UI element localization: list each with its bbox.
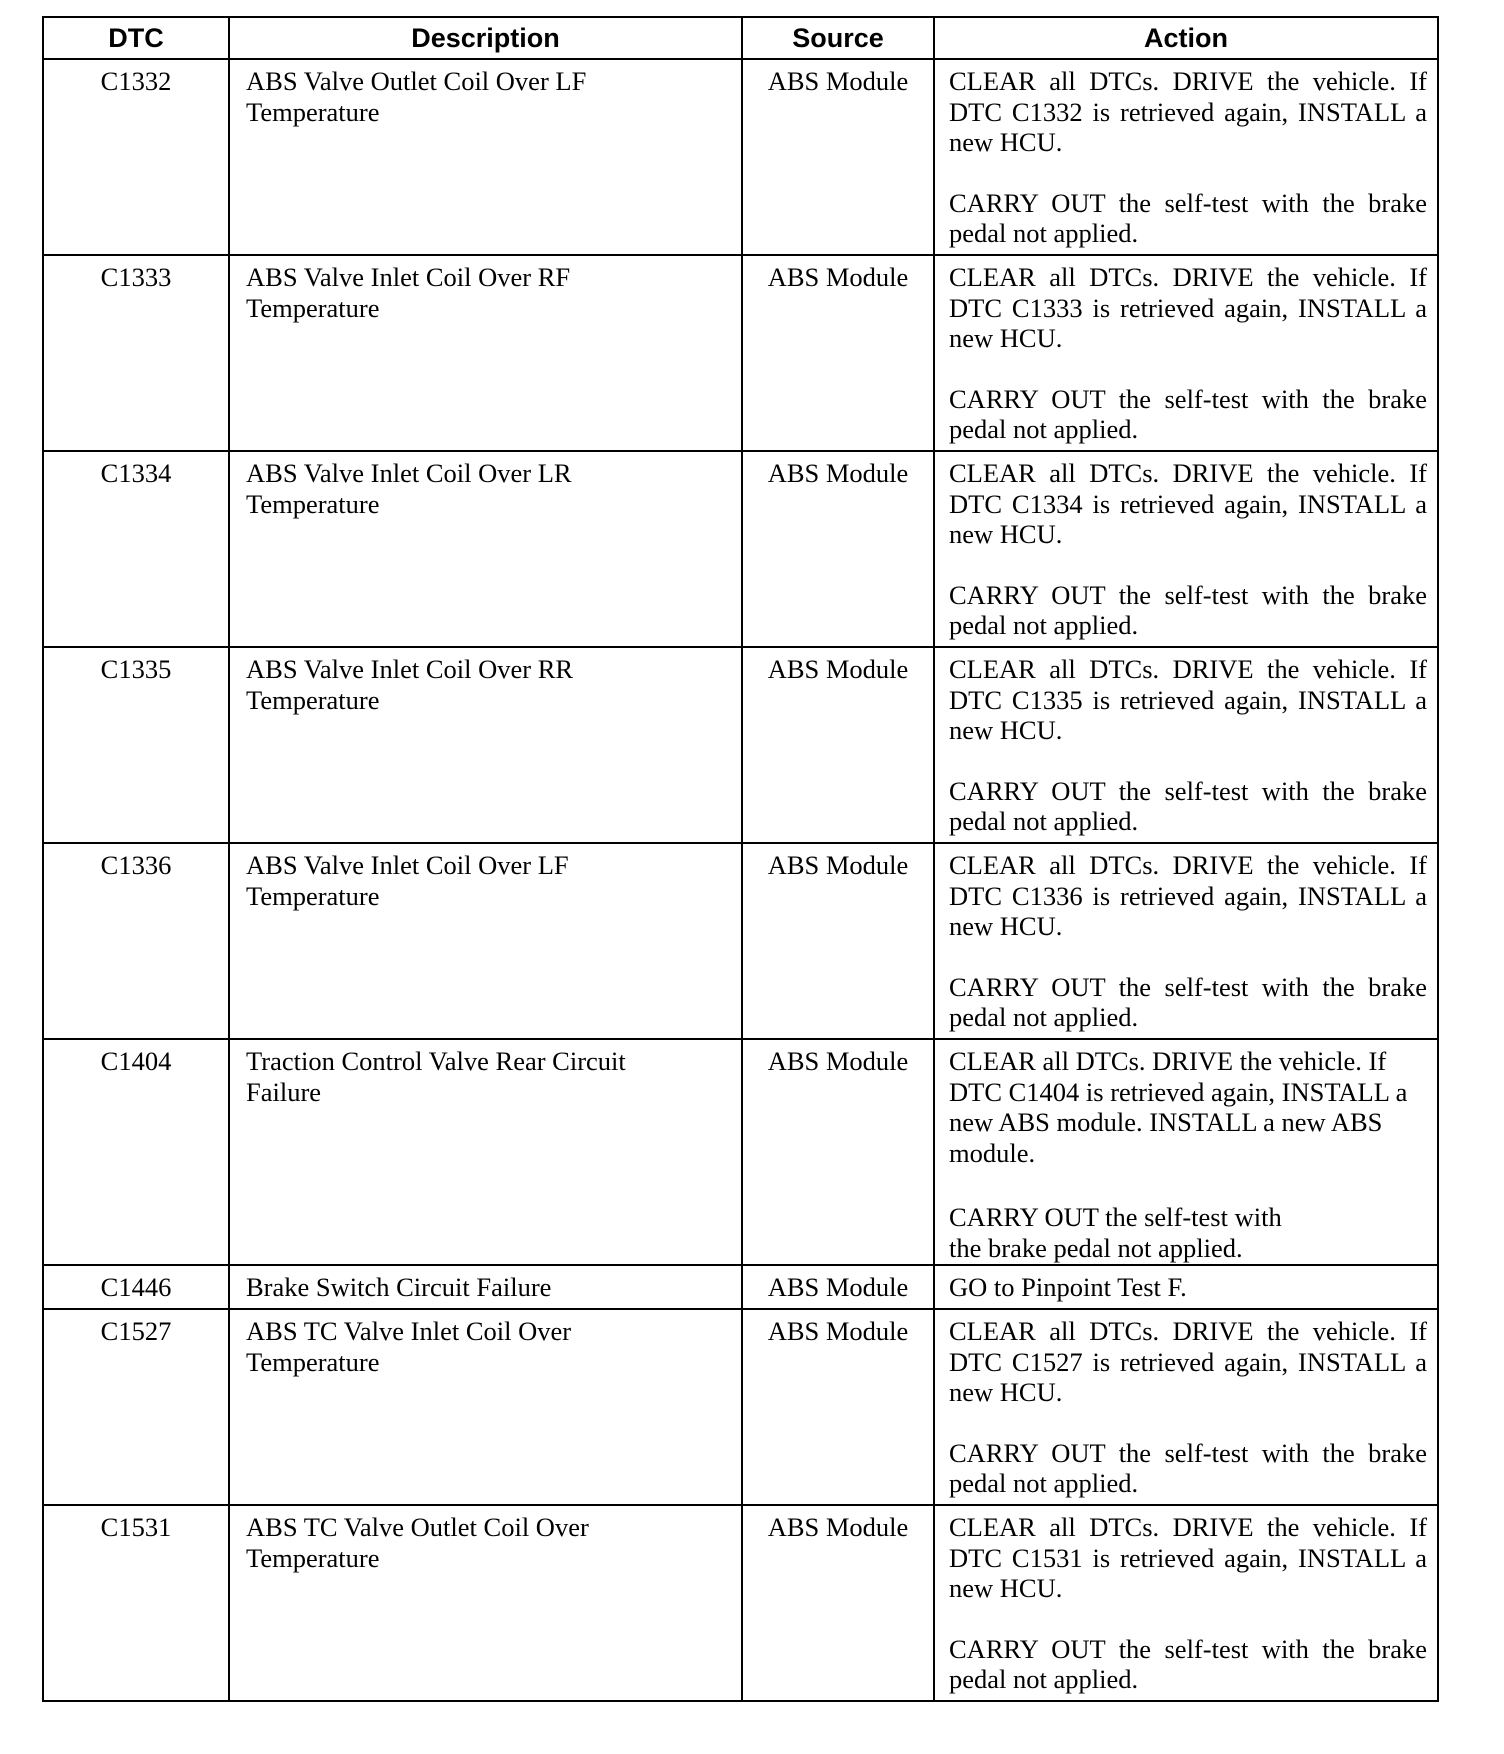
dtc-source: ABS Module <box>742 255 934 451</box>
table-row <box>43 1309 1438 1505</box>
dtc-code: C1527 <box>43 1309 229 1505</box>
dtc-code: C1335 <box>43 647 229 843</box>
header-row <box>43 17 1438 59</box>
action-step-2: CARRY OUT the self-test with the brake pedal not applied. <box>949 1202 1282 1263</box>
dtc-source: ABS Module <box>742 843 934 1039</box>
dtc-action <box>934 255 1438 451</box>
table-row <box>43 59 1438 255</box>
header-dtc: DTC <box>43 17 229 59</box>
table-row <box>43 843 1438 1039</box>
header-action: Action <box>934 17 1438 59</box>
dtc-source: ABS Module <box>742 1265 934 1309</box>
dtc-code: C1332 <box>43 59 229 255</box>
dtc-description: ABS Valve Inlet Coil Over RF Temperature <box>229 255 742 451</box>
dtc-action <box>934 1265 1438 1309</box>
table-row <box>43 1265 1438 1309</box>
action-step-1: CLEAR all DTCs. DRIVE the vehicle. If DTC C1332 is retrieved again, INSTALL a new HCU. <box>949 66 1427 157</box>
dtc-description: ABS Valve Outlet Coil Over LF Temperature <box>229 59 742 255</box>
table-row <box>43 255 1438 451</box>
dtc-action <box>934 843 1438 1039</box>
action-step-1: CLEAR all DTCs. DRIVE the vehicle. If DTC C1404 is retrieved again, INSTALL a new ABS module. INSTALL a new ABS module. <box>949 1046 1408 1168</box>
table-row <box>43 451 1438 647</box>
dtc-action <box>934 1309 1438 1505</box>
dtc-source: ABS Module <box>742 1309 934 1505</box>
action-step-1: CLEAR all DTCs. DRIVE the vehicle. If DTC C1531 is retrieved again, INSTALL a new HCU. <box>949 1512 1427 1603</box>
action-step-2: CARRY OUT the self-test with the brake pedal not applied. <box>949 579 1427 640</box>
action-step-2: CARRY OUT the self-test with the brake pedal not applied. <box>949 971 1427 1032</box>
table-row <box>43 1505 1438 1701</box>
action-step-1: GO to Pinpoint Test F. <box>949 1272 1187 1302</box>
dtc-description: ABS TC Valve Outlet Coil Over Temperature <box>229 1505 742 1701</box>
action-step-1: CLEAR all DTCs. DRIVE the vehicle. If DTC C1527 is retrieved again, INSTALL a new HCU. <box>949 1316 1427 1407</box>
dtc-code: C1404 <box>43 1039 229 1265</box>
dtc-source: ABS Module <box>742 59 934 255</box>
action-step-1: CLEAR all DTCs. DRIVE the vehicle. If DTC C1333 is retrieved again, INSTALL a new HCU. <box>949 262 1427 353</box>
dtc-source: ABS Module <box>742 1039 934 1265</box>
table-row <box>43 1039 1438 1265</box>
action-step-2: CARRY OUT the self-test with the brake pedal not applied. <box>949 1437 1427 1498</box>
dtc-source: ABS Module <box>742 451 934 647</box>
action-step-2: CARRY OUT the self-test with the brake pedal not applied. <box>949 1633 1427 1694</box>
action-step-2: CARRY OUT the self-test with the brake pedal not applied. <box>949 775 1427 836</box>
dtc-table <box>42 16 1439 1702</box>
dtc-action <box>934 451 1438 647</box>
table-row <box>43 647 1438 843</box>
action-step-1: CLEAR all DTCs. DRIVE the vehicle. If DTC C1334 is retrieved again, INSTALL a new HCU. <box>949 458 1427 549</box>
header-source: Source <box>742 17 934 59</box>
dtc-code: C1531 <box>43 1505 229 1701</box>
dtc-description: ABS Valve Inlet Coil Over LF Temperature <box>229 843 742 1039</box>
dtc-code: C1336 <box>43 843 229 1039</box>
dtc-code: C1446 <box>43 1265 229 1309</box>
dtc-action <box>934 647 1438 843</box>
dtc-description: ABS Valve Inlet Coil Over RR Temperature <box>229 647 742 843</box>
action-step-1: CLEAR all DTCs. DRIVE the vehicle. If DTC C1335 is retrieved again, INSTALL a new HCU. <box>949 654 1427 745</box>
dtc-description: Traction Control Valve Rear Circuit Failure <box>229 1039 742 1265</box>
dtc-source: ABS Module <box>742 1505 934 1701</box>
dtc-code: C1334 <box>43 451 229 647</box>
action-step-1: CLEAR all DTCs. DRIVE the vehicle. If DTC C1336 is retrieved again, INSTALL a new HCU. <box>949 850 1427 941</box>
dtc-code: C1333 <box>43 255 229 451</box>
action-step-2: CARRY OUT the self-test with the brake pedal not applied. <box>949 187 1427 248</box>
dtc-action <box>934 59 1438 255</box>
header-description: Description <box>229 17 742 59</box>
dtc-action <box>934 1505 1438 1701</box>
dtc-description: Brake Switch Circuit Failure <box>229 1265 742 1309</box>
dtc-source: ABS Module <box>742 647 934 843</box>
dtc-action <box>934 1039 1438 1265</box>
action-step-2: CARRY OUT the self-test with the brake pedal not applied. <box>949 383 1427 444</box>
dtc-description: ABS Valve Inlet Coil Over LR Temperature <box>229 451 742 647</box>
dtc-description: ABS TC Valve Inlet Coil Over Temperature <box>229 1309 742 1505</box>
